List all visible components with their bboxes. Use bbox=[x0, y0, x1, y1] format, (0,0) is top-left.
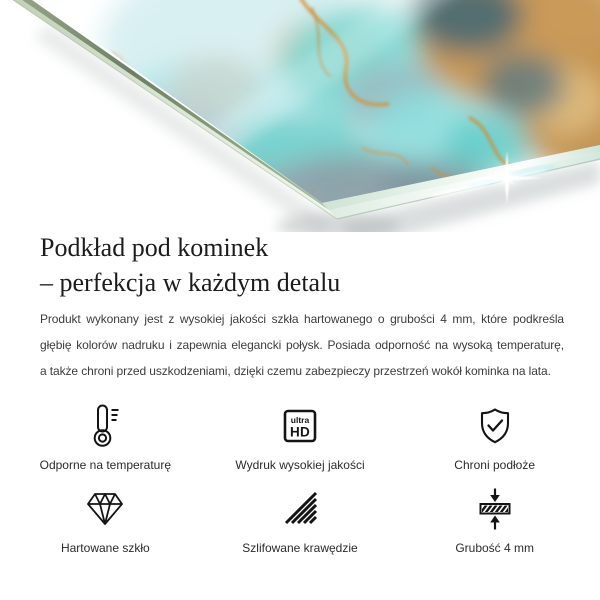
feature-label: Wydruk wysokiej jakości bbox=[235, 458, 365, 472]
feature-label: Szlifowane krawędzie bbox=[242, 541, 358, 555]
polished-edges-icon bbox=[280, 483, 320, 535]
diamond-icon bbox=[84, 483, 126, 535]
feature-item-tempered-glass bbox=[8, 483, 203, 556]
glass-panel-image bbox=[0, 0, 600, 232]
feature-item-protects-floor bbox=[397, 400, 592, 473]
product-photo bbox=[0, 0, 600, 232]
feature-label: Odporne na temperaturę bbox=[39, 458, 172, 472]
ultra-hd-text-top: ultra bbox=[290, 415, 310, 425]
page-title bbox=[40, 230, 340, 300]
ultra-hd-text-bottom: HD bbox=[290, 424, 310, 440]
description-line: Produkt wykonany jest z wysokiej jakości szkła hartowanego o grubości 4 mm, które podkreśla bbox=[40, 312, 564, 326]
feature-item-thickness bbox=[397, 483, 592, 556]
product-description bbox=[40, 306, 564, 384]
feature-grid bbox=[8, 400, 592, 556]
ultra-hd-icon bbox=[280, 400, 320, 452]
shield-check-icon bbox=[475, 400, 515, 452]
description-line: a także chroni przed uszkodzeniami, dzięki czemu zabezpieczy przestrzeń wokół kominka na lata. bbox=[40, 364, 551, 378]
page-title-line1: Podkład pod kominek bbox=[40, 233, 269, 262]
description-line: głębię kolorów nadruku i zapewnia elegancki połysk. Posiada odporność na wysoką temperaturę, bbox=[40, 338, 564, 352]
feature-item-polished-edges bbox=[203, 483, 398, 556]
feature-label: Chroni podłoże bbox=[454, 458, 536, 472]
thermometer-icon bbox=[85, 400, 125, 452]
thickness-icon bbox=[477, 483, 513, 535]
feature-item-print-quality bbox=[203, 400, 398, 473]
feature-label: Hartowane szkło bbox=[60, 541, 150, 555]
page-title-line2: – perfekcja w każdym detalu bbox=[40, 268, 341, 297]
feature-label: Grubość 4 mm bbox=[455, 541, 534, 555]
feature-item-temperature bbox=[8, 400, 203, 473]
